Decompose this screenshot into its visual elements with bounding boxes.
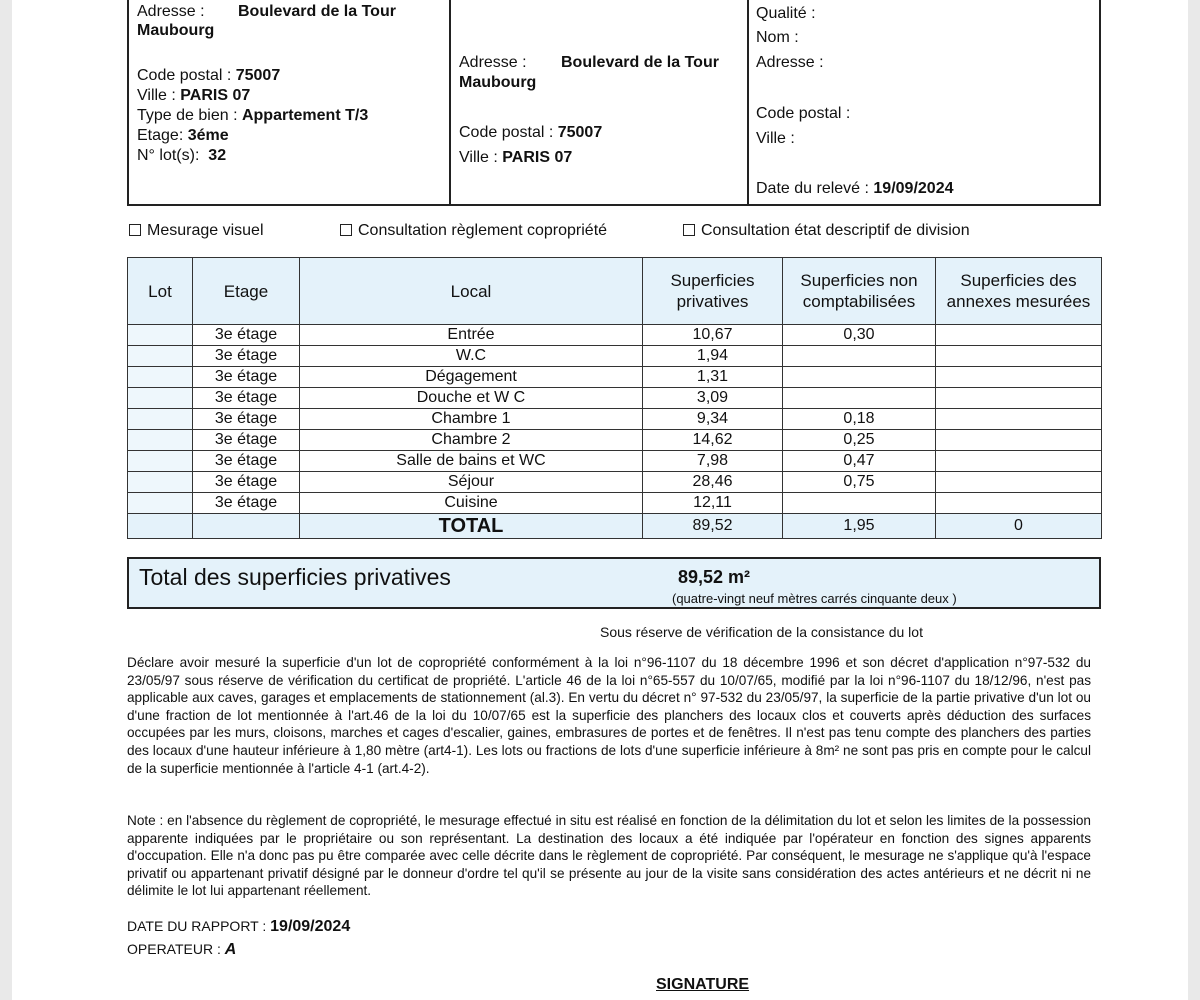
cell-superficie-annexe bbox=[936, 493, 1102, 514]
col2-ville: Ville : PARIS 07 bbox=[459, 149, 573, 166]
cell-etage: 3e étage bbox=[193, 346, 300, 367]
reserve-note: Sous réserve de vérification de la consistance du lot bbox=[600, 624, 923, 640]
cell-superficie-non-comptabilisee bbox=[783, 388, 936, 409]
cell-lot bbox=[128, 472, 193, 493]
cell-superficie-annexe bbox=[936, 388, 1102, 409]
cell-lot bbox=[128, 493, 193, 514]
table-row bbox=[128, 325, 1102, 346]
total-summary-words: (quatre-vingt neuf mètres carrés cinquante deux ) bbox=[672, 591, 957, 606]
col3-ville-label: Ville : bbox=[756, 130, 795, 147]
header-superficies-annexes: Superficies des annexes mesurées bbox=[936, 258, 1102, 325]
table-row bbox=[128, 430, 1102, 451]
cell-superficie-non-comptabilisee bbox=[783, 346, 936, 367]
cell-superficie-non-comptabilisee bbox=[783, 367, 936, 388]
cell-superficie-annexe bbox=[936, 430, 1102, 451]
document-page bbox=[12, 0, 1188, 1000]
header-local: Local bbox=[300, 258, 643, 325]
total-label: TOTAL bbox=[300, 514, 643, 539]
cell-superficie-annexe bbox=[936, 367, 1102, 388]
header-superficies-non-comptabilisees: Superficies non comptabilisées bbox=[783, 258, 936, 325]
cell-superficie-privative: 14,62 bbox=[643, 430, 783, 451]
cell-etage: 3e étage bbox=[193, 472, 300, 493]
cell-superficie-privative: 10,67 bbox=[643, 325, 783, 346]
cell-superficie-annexe bbox=[936, 472, 1102, 493]
total-summary-label: Total des superficies privatives bbox=[139, 564, 451, 590]
surfaces-table bbox=[127, 257, 1102, 539]
header-lot: Lot bbox=[128, 258, 193, 325]
cell-local: Cuisine bbox=[300, 493, 643, 514]
cell-local: Salle de bains et WC bbox=[300, 451, 643, 472]
table-row bbox=[128, 367, 1102, 388]
table-row bbox=[128, 472, 1102, 493]
cell-superficie-non-comptabilisee: 0,30 bbox=[783, 325, 936, 346]
note-paragraph: Note : en l'absence du règlement de copropriété, le mesurage effectué in situ est réalisé en fonction de la délimitation du lot et selon les limites de la possession apparente indiquées par le propriétaire ou son représentant. La destination des locaux a été indiquée par l'opérateur en fonction des signes apparents d'occupation. Elle n'a donc pas pu être comparée avec celle décrite dans le règlement de copropriété. Par conséquent, le mesurage ne s'applique qu'à l'espace privatif ou appartenant privatif désigné par le donneur d'ordre tel qu'il se présente au jour de la visite sans considération des actes antérieurs et ne décrit ni ne délimite le lot lui appartenant réellement. bbox=[127, 813, 1091, 899]
col3-nom-label: Nom : bbox=[756, 29, 799, 46]
col1-type-bien: Type de bien : Appartement T/3 bbox=[137, 107, 369, 124]
cell-lot bbox=[128, 451, 193, 472]
cell-superficie-non-comptabilisee: 0,18 bbox=[783, 409, 936, 430]
cell-superficie-annexe bbox=[936, 451, 1102, 472]
cell-lot bbox=[128, 430, 193, 451]
total-empty-etage bbox=[193, 514, 300, 539]
cell-superficie-non-comptabilisee: 0,47 bbox=[783, 451, 936, 472]
cell-superficie-privative: 9,34 bbox=[643, 409, 783, 430]
col1-ville: Ville : PARIS 07 bbox=[137, 87, 251, 104]
cell-lot bbox=[128, 367, 193, 388]
cell-etage: 3e étage bbox=[193, 430, 300, 451]
table-header-row bbox=[128, 258, 1102, 325]
cell-lot bbox=[128, 325, 193, 346]
header-box-client bbox=[747, 0, 1101, 206]
col2-adresse-line1: Boulevard de la Tour bbox=[561, 54, 719, 71]
cell-lot bbox=[128, 388, 193, 409]
cell-etage: 3e étage bbox=[193, 325, 300, 346]
col1-lot: N° lot(s): 32 bbox=[137, 147, 227, 164]
total-superficie-annexe: 0 bbox=[936, 514, 1102, 539]
table-row bbox=[128, 388, 1102, 409]
checkbox-square-icon[interactable] bbox=[340, 224, 352, 236]
col1-adresse-label: Adresse : bbox=[137, 3, 205, 20]
col1-etage: Etage: 3éme bbox=[137, 127, 229, 144]
table-row bbox=[128, 346, 1102, 367]
cell-superficie-privative: 1,94 bbox=[643, 346, 783, 367]
cell-etage: 3e étage bbox=[193, 409, 300, 430]
col1-adresse-line2: Maubourg bbox=[137, 22, 215, 39]
cell-superficie-annexe bbox=[936, 409, 1102, 430]
total-superficie-non-comptabilisee: 1,95 bbox=[783, 514, 936, 539]
checkbox-square-icon[interactable] bbox=[683, 224, 695, 236]
checkbox-mesurage-visuel[interactable]: Mesurage visuel bbox=[129, 221, 264, 241]
col3-code-postal-label: Code postal : bbox=[756, 105, 851, 122]
cell-lot bbox=[128, 409, 193, 430]
header-superficies-privatives: Superficies privatives bbox=[643, 258, 783, 325]
checkbox-square-icon[interactable] bbox=[129, 224, 141, 236]
checkbox-reglement-copropriete[interactable]: Consultation règlement copropriété bbox=[340, 221, 607, 241]
cell-local: Douche et W C bbox=[300, 388, 643, 409]
cell-local: Entrée bbox=[300, 325, 643, 346]
cell-superficie-privative: 3,09 bbox=[643, 388, 783, 409]
cell-superficie-non-comptabilisee: 0,25 bbox=[783, 430, 936, 451]
cell-lot bbox=[128, 346, 193, 367]
cell-superficie-annexe bbox=[936, 325, 1102, 346]
operator: OPERATEUR : A bbox=[127, 941, 237, 958]
cell-etage: 3e étage bbox=[193, 367, 300, 388]
total-summary-value: 89,52 m² bbox=[678, 567, 751, 587]
cell-local: Chambre 1 bbox=[300, 409, 643, 430]
cell-local: Dégagement bbox=[300, 367, 643, 388]
col2-adresse-label: Adresse : bbox=[459, 54, 527, 71]
table-row bbox=[128, 493, 1102, 514]
checkbox-etat-descriptif[interactable]: Consultation état descriptif de division bbox=[683, 221, 970, 241]
legal-paragraph: Déclare avoir mesuré la superficie d'un lot de copropriété conformément à la loi n°96-1107 du 18 décembre 1996 et son décret d'application n°97-532 du 23/05/97 sous réserve de vérification du certificat de propriété. L'article 46 de la loi n°65-557 du 10/07/65, modifié par la loi n°96-1107 du 18/12/96, n'est pas applicable aux caves, garages et emplacements de stationnement (al.3). En vertu du décret n° 97-532 du 23/05/97, la superficie de la partie privative d'un lot ou d'une fraction de lot mentionnée à l'art.46 de la loi du 10/07/65 est la superficie des planchers des locaux clos et couverts après déduction des surfaces occupées par les murs, cloisons, marches et cages d'escalier, gaines, embrasures de portes et de fenêtres. Il n'est pas tenu compte des planchers des parties des locaux d'une hauteur inférieure à 1,80 mètre (art4-1). Les lots ou fractions de lots d'une superficie inférieure à 8m² ne sont pas pris en compte pour le calcul de la superficie mentionnée à l'article 4-1 (art.4-2). bbox=[127, 655, 1091, 776]
col3-date-releve: Date du relevé : 19/09/2024 bbox=[756, 180, 954, 197]
total-empty-lot bbox=[128, 514, 193, 539]
col2-code-postal: Code postal : 75007 bbox=[459, 124, 603, 141]
cell-local: W.C bbox=[300, 346, 643, 367]
cell-superficie-annexe bbox=[936, 346, 1102, 367]
cell-superficie-non-comptabilisee: 0,75 bbox=[783, 472, 936, 493]
header-box-owner bbox=[449, 0, 749, 206]
cell-etage: 3e étage bbox=[193, 388, 300, 409]
cell-superficie-privative: 12,11 bbox=[643, 493, 783, 514]
total-summary-box bbox=[127, 557, 1101, 609]
cell-superficie-privative: 28,46 bbox=[643, 472, 783, 493]
signature-heading: SIGNATURE bbox=[656, 976, 750, 993]
cell-local: Chambre 2 bbox=[300, 430, 643, 451]
col2-adresse-line2: Maubourg bbox=[459, 74, 537, 91]
cell-superficie-privative: 1,31 bbox=[643, 367, 783, 388]
cell-etage: 3e étage bbox=[193, 451, 300, 472]
table-row bbox=[128, 451, 1102, 472]
col1-code-postal: Code postal : 75007 bbox=[137, 67, 281, 84]
table-total-row bbox=[128, 514, 1102, 539]
table-row bbox=[128, 409, 1102, 430]
col1-adresse-line1: Boulevard de la Tour bbox=[238, 3, 396, 20]
total-superficie-privative: 89,52 bbox=[643, 514, 783, 539]
col3-adresse-label: Adresse : bbox=[756, 54, 824, 71]
report-date: DATE DU RAPPORT : 19/09/2024 bbox=[127, 918, 351, 935]
cell-etage: 3e étage bbox=[193, 493, 300, 514]
cell-superficie-privative: 7,98 bbox=[643, 451, 783, 472]
cell-superficie-non-comptabilisee bbox=[783, 493, 936, 514]
cell-local: Séjour bbox=[300, 472, 643, 493]
header-etage: Etage bbox=[193, 258, 300, 325]
col3-qualite-label: Qualité : bbox=[756, 5, 816, 22]
